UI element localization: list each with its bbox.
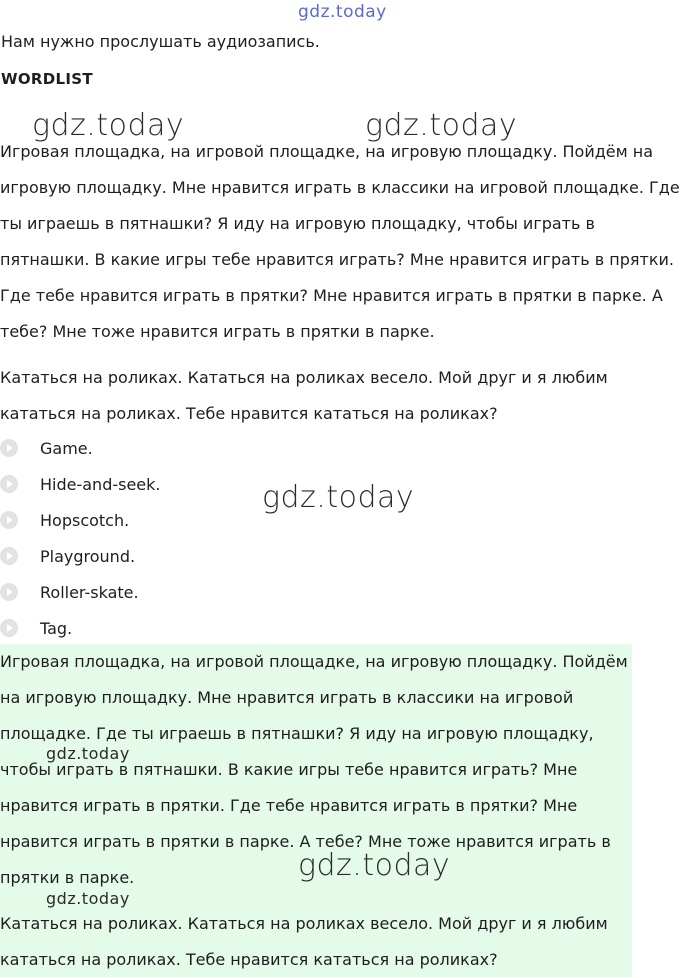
watermark: gdz.today — [46, 744, 130, 763]
watermark: gdz.today — [298, 2, 387, 22]
word-label: Hide-and-seek. — [40, 474, 161, 494]
translation-paragraph: Игровая площадка, на игровой площадке, на игровую площадку. Пойдём на игровую площадку. Мне нравится играть в классики на игровой площадке. Где ты играешь в пятнашки? Я иду на игровую площадку, чтобы играть в пятнашки. В какие игры тебе нравится играть? Мне нравится играть в прятки. Где тебе нравится играть в прятки? Мне нравится играть в прятки в парке. А тебе? Мне тоже нравится играть в прятки в парке. — [0, 142, 680, 341]
word-label: Hopscotch. — [40, 510, 130, 530]
answer-block — [0, 644, 632, 977]
word-label: Tag. — [40, 618, 73, 638]
answer-paragraph: Игровая площадка, на игровой площадке, на игровую площадку. Пойдём на игровую площадку. Мне нравится играть в классики на игровой площадке. Где ты играешь в пятнашки? Я иду на игровую площадку, чтобы играть в пятнашки. В какие игры тебе нравится играть? Мне нравится играть в прятки. Где тебе нравится играть в прятки? Мне нравится играть в прятки в парке. А тебе? Мне тоже нравится играть в прятки в парке. — [0, 652, 628, 887]
watermark: gdz.today — [32, 108, 185, 143]
watermark: gdz.today — [298, 848, 451, 883]
list-item — [0, 538, 161, 574]
play-circle-icon[interactable] — [0, 511, 18, 529]
play-circle-icon[interactable] — [0, 439, 18, 457]
play-circle-icon[interactable] — [0, 619, 18, 637]
list-item — [0, 574, 161, 610]
word-label: Playground. — [40, 546, 136, 566]
translation-paragraph: Кататься на роликах. Кататься на роликах весело. Мой друг и я любим кататься на роликах. Тебе нравится кататься на роликах? — [0, 368, 608, 423]
list-item — [0, 502, 161, 538]
word-label: Game. — [40, 438, 93, 458]
watermark: gdz.today — [365, 108, 518, 143]
play-circle-icon[interactable] — [0, 583, 18, 601]
watermark: gdz.today — [262, 480, 415, 515]
intro-text: Нам нужно прослушать аудиозапись. — [1, 32, 320, 51]
list-item — [0, 610, 161, 646]
play-circle-icon[interactable] — [0, 475, 18, 493]
answer-paragraph: Кататься на роликах. Кататься на роликах весело. Мой друг и я любим кататься на роликах. Тебе нравится кататься на роликах? — [0, 914, 608, 969]
play-circle-icon[interactable] — [0, 547, 18, 565]
list-item — [0, 466, 161, 502]
word-list — [0, 430, 161, 646]
watermark: gdz.today — [46, 889, 130, 908]
word-label: Roller-skate. — [40, 582, 139, 602]
wordlist-heading: WORDLIST — [1, 70, 93, 88]
list-item — [0, 430, 161, 466]
